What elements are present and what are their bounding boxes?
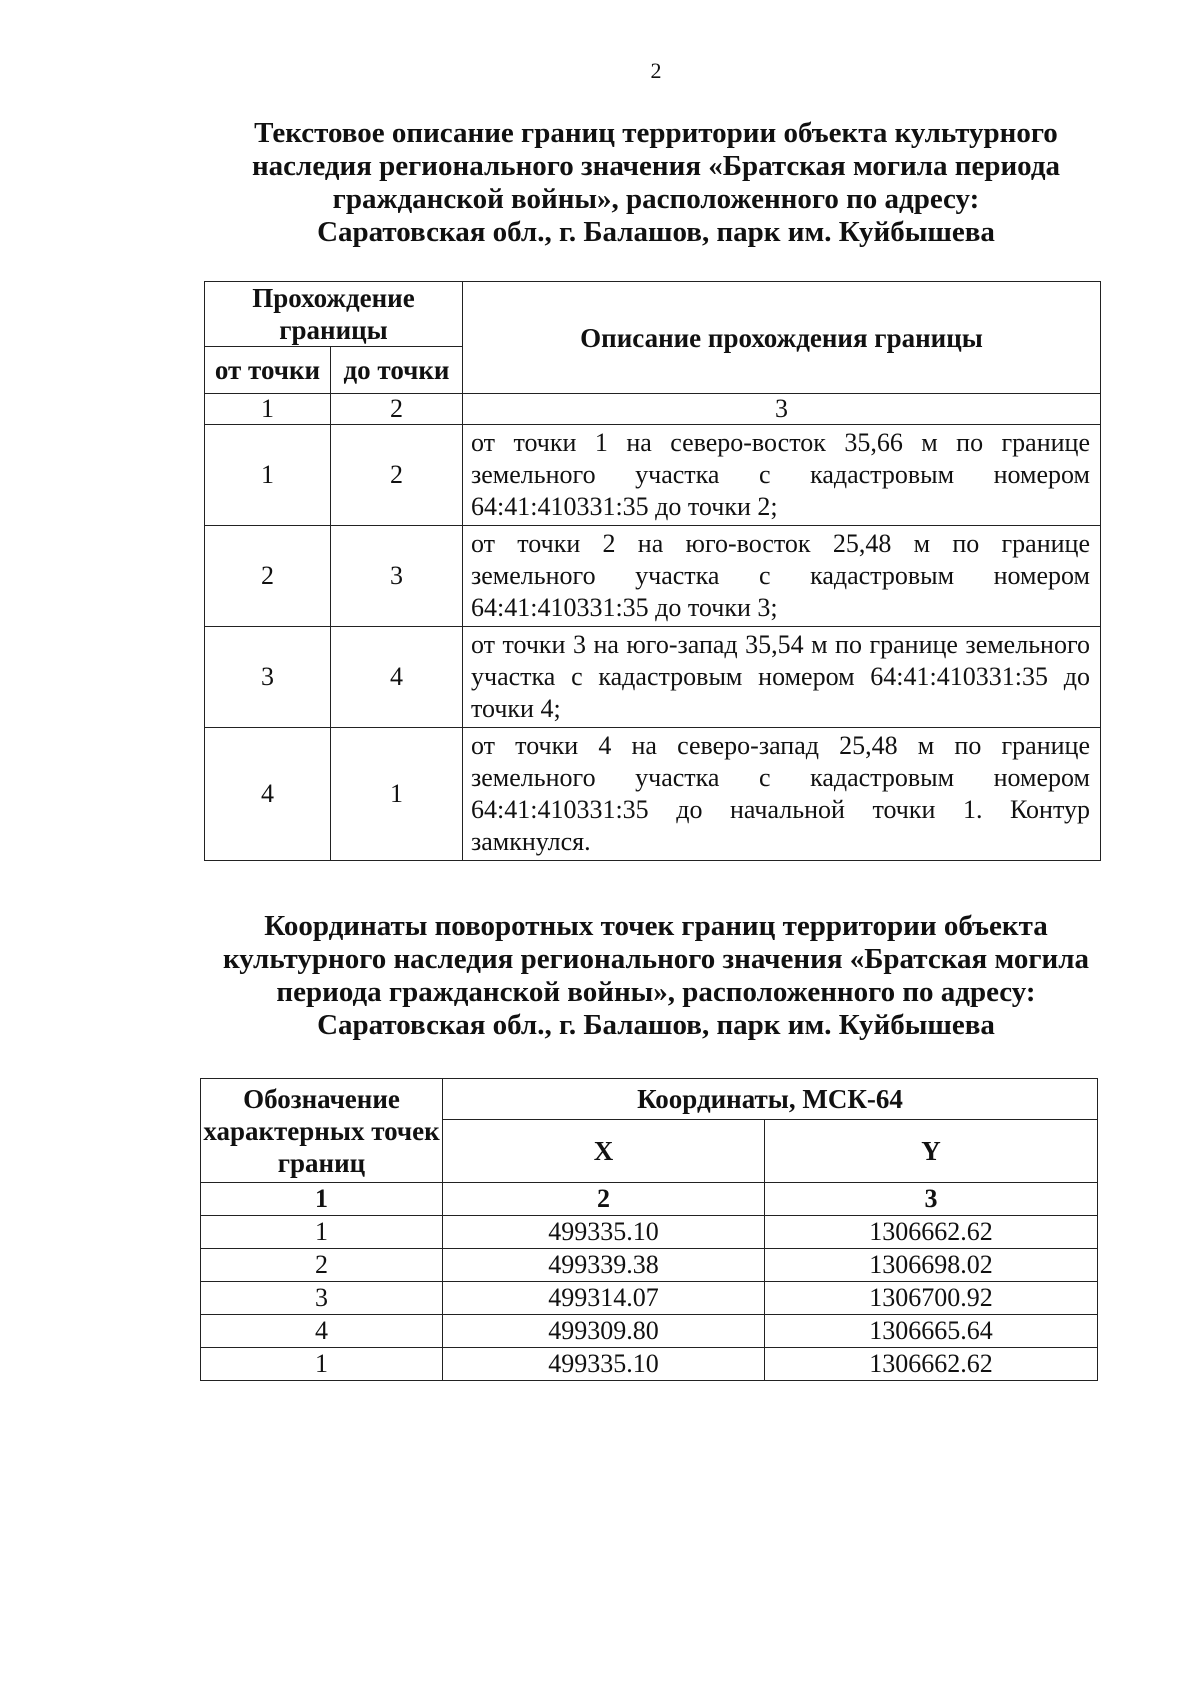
to-point-cell: 2	[331, 425, 463, 526]
table-row	[201, 1249, 1098, 1282]
point-cell: 4	[201, 1315, 443, 1348]
title-line: Текстовое описание границ территории объекта культурного	[254, 117, 1058, 149]
description-cell: от точки 4 на северо-запад 25,48 м по границе земельного участка с кадастровым номером 64:41:410331:35 до начальной точки 1. Контур замкнулся.	[463, 728, 1101, 861]
boundary-description-title	[200, 117, 1112, 249]
title-line: периода гражданской войны», расположенного по адресу:	[276, 976, 1036, 1008]
from-point-cell: 1	[205, 425, 331, 526]
point-cell: 1	[201, 1348, 443, 1381]
page-number: 2	[650, 58, 662, 83]
header-coordinates: Координаты, МСК-64	[443, 1079, 1098, 1120]
point-cell: 2	[201, 1249, 443, 1282]
to-point-cell: 4	[331, 627, 463, 728]
point-cell: 1	[201, 1216, 443, 1249]
title-line: Координаты поворотных точек границ территории объекта	[264, 910, 1048, 942]
column-number: 1	[205, 394, 331, 425]
title-line: культурного наследия регионального значения «Братская могила	[222, 943, 1090, 975]
x-cell: 499309.80	[443, 1315, 765, 1348]
y-cell: 1306662.62	[765, 1216, 1098, 1249]
column-number: 2	[331, 394, 463, 425]
x-cell: 499314.07	[443, 1282, 765, 1315]
table-row	[205, 627, 1101, 728]
title-line: гражданской войны», расположенного по адресу:	[332, 183, 980, 215]
coordinates-table	[200, 1078, 1098, 1381]
y-cell: 1306698.02	[765, 1249, 1098, 1282]
column-number: 2	[443, 1183, 765, 1216]
table-row	[205, 425, 1101, 526]
title-line: Саратовская обл., г. Балашов, парк им. Куйбышева	[317, 1009, 995, 1041]
y-cell: 1306662.62	[765, 1348, 1098, 1381]
coordinates-title	[200, 910, 1112, 1042]
to-point-cell: 3	[331, 526, 463, 627]
x-cell: 499335.10	[443, 1216, 765, 1249]
column-number: 3	[765, 1183, 1098, 1216]
table-row	[205, 728, 1101, 861]
y-cell: 1306665.64	[765, 1315, 1098, 1348]
table-row	[201, 1282, 1098, 1315]
from-point-cell: 3	[205, 627, 331, 728]
header-from-point: от точки	[205, 347, 331, 394]
title-line: наследия регионального значения «Братская могила периода	[251, 150, 1061, 182]
header-y: Y	[765, 1120, 1098, 1183]
column-number: 3	[463, 394, 1101, 425]
table-row	[201, 1315, 1098, 1348]
header-boundary-passage: Прохождение границы	[205, 282, 463, 347]
x-cell: 499335.10	[443, 1348, 765, 1381]
title-line: Саратовская обл., г. Балашов, парк им. Куйбышева	[317, 216, 995, 248]
header-to-point: до точки	[331, 347, 463, 394]
table-row	[205, 526, 1101, 627]
header-point-designation: Обозначение характерных точек границ	[201, 1079, 443, 1183]
table-row	[201, 1348, 1098, 1381]
table-row	[201, 1216, 1098, 1249]
header-description: Описание прохождения границы	[463, 282, 1101, 394]
description-cell: от точки 1 на северо-восток 35,66 м по границе земельного участка с кадастровым номером 64:41:410331:35 до точки 2;	[463, 425, 1101, 526]
boundary-description-table	[204, 281, 1101, 861]
description-cell: от точки 2 на юго-восток 25,48 м по границе земельного участка с кадастровым номером 64:41:410331:35 до точки 3;	[463, 526, 1101, 627]
column-number: 1	[201, 1183, 443, 1216]
point-cell: 3	[201, 1282, 443, 1315]
header-x: X	[443, 1120, 765, 1183]
y-cell: 1306700.92	[765, 1282, 1098, 1315]
description-cell: от точки 3 на юго-запад 35,54 м по границе земельного участка с кадастровым номером 64:41:410331:35 до точки 4;	[463, 627, 1101, 728]
from-point-cell: 2	[205, 526, 331, 627]
to-point-cell: 1	[331, 728, 463, 861]
x-cell: 499339.38	[443, 1249, 765, 1282]
from-point-cell: 4	[205, 728, 331, 861]
